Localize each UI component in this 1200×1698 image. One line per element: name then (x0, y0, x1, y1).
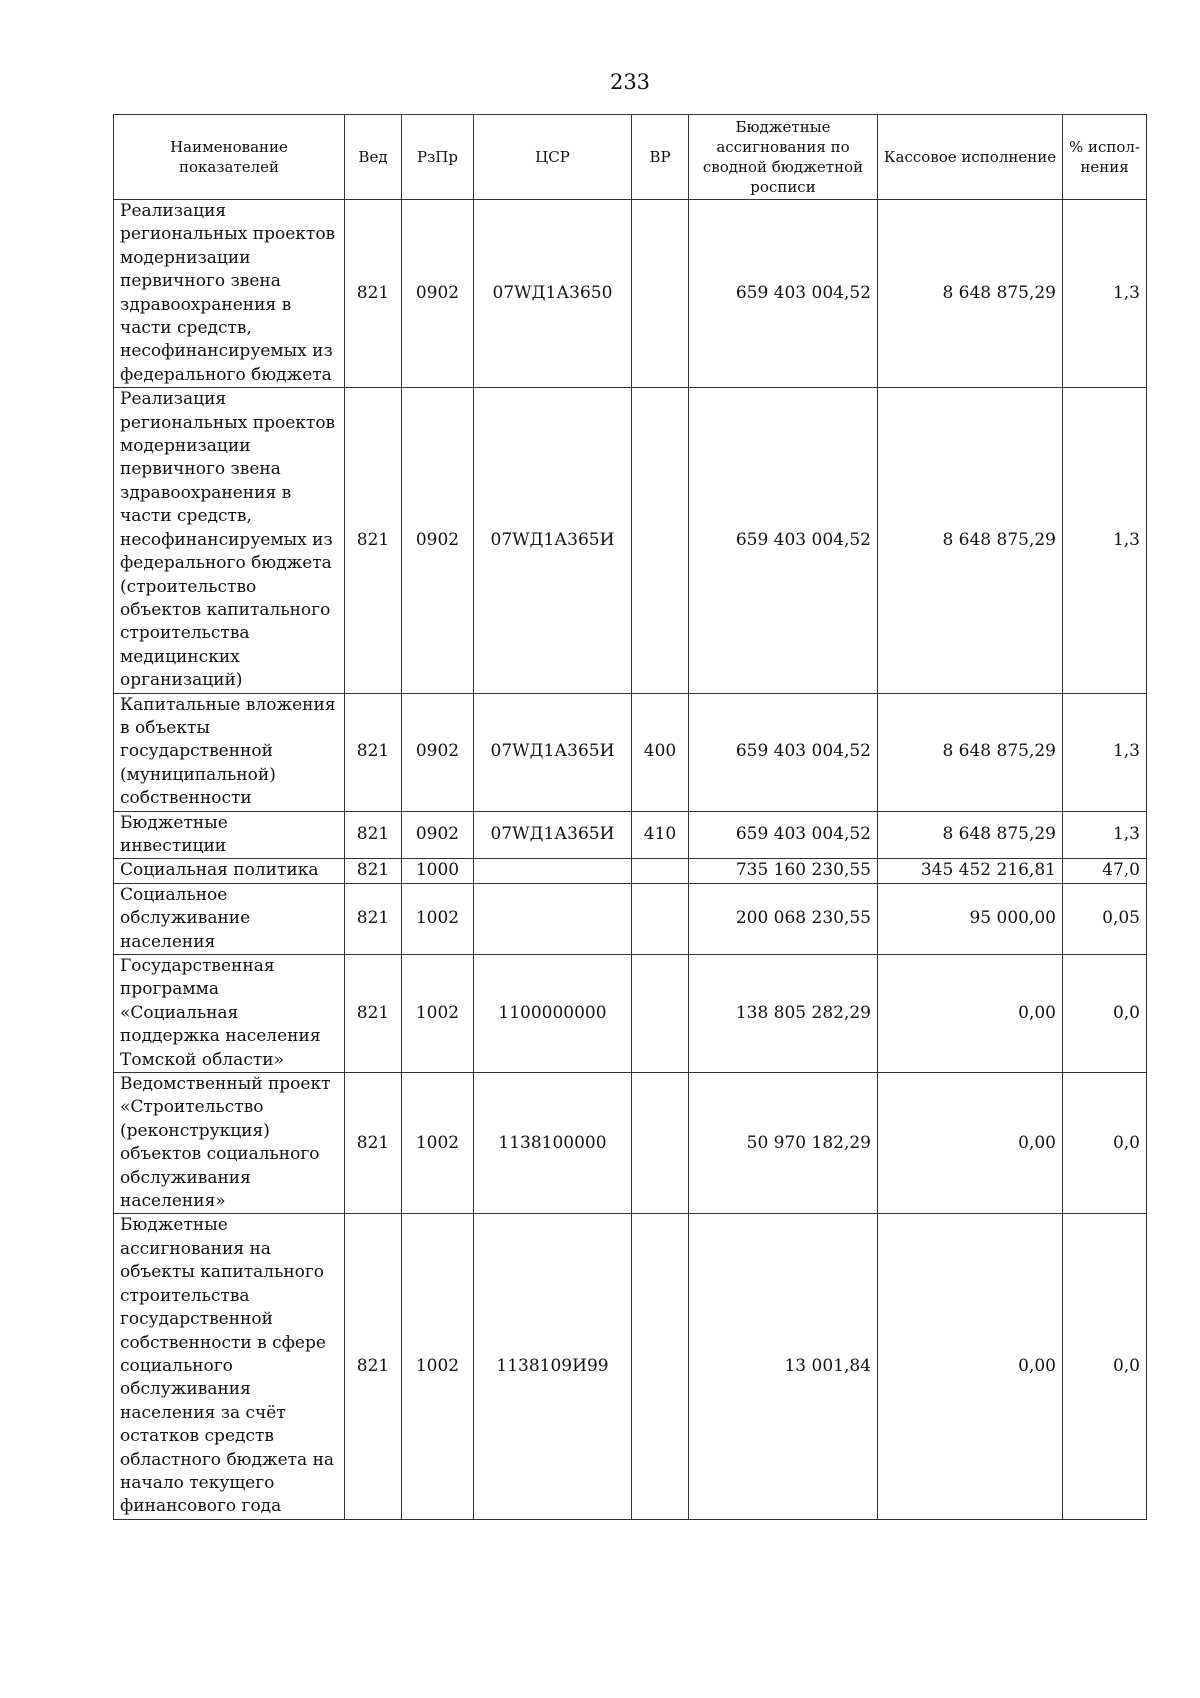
cell-rzpr: 1002 (402, 955, 474, 1073)
cell-name: Ведомственный проект «Строительство (реконструкция) объектов социального обслуживания населения» (114, 1073, 345, 1214)
table-row (114, 811, 1147, 859)
cell-vr (632, 859, 689, 883)
cell-name: Реализация региональных проектов модернизации первичного звена здравоохранения в части средств, несофинансируемых из федерального бюджета (строительство объектов капитального строительства медицинских организаций) (114, 388, 345, 693)
cell-vr (632, 388, 689, 693)
cell-budget: 200 068 230,55 (689, 883, 878, 954)
cell-percent: 1,3 (1063, 693, 1147, 811)
cell-budget: 659 403 004,52 (689, 811, 878, 859)
cell-rzpr: 1000 (402, 859, 474, 883)
header-name: Наименование показателей (114, 115, 345, 200)
cell-cash: 0,00 (878, 1214, 1063, 1519)
cell-percent: 47,0 (1063, 859, 1147, 883)
cell-name: Бюджетные ассигнования на объекты капитального строительства государственной собственности в сфере социального обслуживания населения за счёт остатков средств областного бюджета на начало текущего финансового года (114, 1214, 345, 1519)
header-rzpr: РзПр (402, 115, 474, 200)
cell-cash: 95 000,00 (878, 883, 1063, 954)
cell-percent: 1,3 (1063, 200, 1147, 388)
cell-cash: 8 648 875,29 (878, 811, 1063, 859)
table-row (114, 693, 1147, 811)
header-percent: % испол-нения (1063, 115, 1147, 200)
cell-name: Социальная политика (114, 859, 345, 883)
cell-ved: 821 (345, 811, 402, 859)
cell-ved: 821 (345, 693, 402, 811)
cell-budget: 50 970 182,29 (689, 1073, 878, 1214)
cell-csr: 07WД1А3650 (474, 200, 632, 388)
cell-ved: 821 (345, 955, 402, 1073)
table-row (114, 388, 1147, 693)
cell-name: Социальное обслуживание населения (114, 883, 345, 954)
table-header-row (114, 115, 1147, 200)
header-csr: ЦСР (474, 115, 632, 200)
cell-percent: 1,3 (1063, 388, 1147, 693)
budget-execution-table (113, 114, 1147, 1520)
cell-csr: 07WД1А365И (474, 388, 632, 693)
cell-csr: 1138100000 (474, 1073, 632, 1214)
header-vr: ВР (632, 115, 689, 200)
header-cash: Кассовое исполнение (878, 115, 1063, 200)
header-ved: Вед (345, 115, 402, 200)
cell-budget: 659 403 004,52 (689, 693, 878, 811)
cell-csr (474, 883, 632, 954)
cell-vr (632, 1214, 689, 1519)
cell-ved: 821 (345, 388, 402, 693)
header-budget: Бюджетные ассигнования по сводной бюджетной росписи (689, 115, 878, 200)
cell-ved: 821 (345, 200, 402, 388)
cell-cash: 8 648 875,29 (878, 200, 1063, 388)
cell-percent: 0,0 (1063, 1073, 1147, 1214)
cell-vr (632, 1073, 689, 1214)
cell-vr: 410 (632, 811, 689, 859)
cell-csr: 07WД1А365И (474, 693, 632, 811)
cell-cash: 0,00 (878, 955, 1063, 1073)
cell-percent: 0,0 (1063, 955, 1147, 1073)
table-row (114, 1214, 1147, 1519)
cell-budget: 735 160 230,55 (689, 859, 878, 883)
cell-percent: 0,05 (1063, 883, 1147, 954)
cell-ved: 821 (345, 859, 402, 883)
cell-rzpr: 0902 (402, 693, 474, 811)
cell-vr (632, 200, 689, 388)
cell-vr (632, 883, 689, 954)
cell-cash: 345 452 216,81 (878, 859, 1063, 883)
cell-rzpr: 1002 (402, 1073, 474, 1214)
cell-cash: 0,00 (878, 1073, 1063, 1214)
table-row (114, 859, 1147, 883)
cell-ved: 821 (345, 1214, 402, 1519)
page-number: 233 (609, 70, 651, 94)
cell-csr (474, 859, 632, 883)
cell-name: Бюджетные инвестиции (114, 811, 345, 859)
cell-ved: 821 (345, 883, 402, 954)
table-row (114, 955, 1147, 1073)
cell-vr (632, 955, 689, 1073)
cell-csr: 1100000000 (474, 955, 632, 1073)
cell-name: Государственная программа «Социальная поддержка населения Томской области» (114, 955, 345, 1073)
cell-budget: 659 403 004,52 (689, 388, 878, 693)
cell-cash: 8 648 875,29 (878, 693, 1063, 811)
cell-percent: 1,3 (1063, 811, 1147, 859)
cell-rzpr: 0902 (402, 811, 474, 859)
cell-csr: 1138109И99 (474, 1214, 632, 1519)
cell-rzpr: 1002 (402, 883, 474, 954)
cell-rzpr: 0902 (402, 388, 474, 693)
cell-rzpr: 0902 (402, 200, 474, 388)
cell-cash: 8 648 875,29 (878, 388, 1063, 693)
table-row (114, 1073, 1147, 1214)
cell-ved: 821 (345, 1073, 402, 1214)
cell-name: Реализация региональных проектов модернизации первичного звена здравоохранения в части средств, несофинансируемых из федерального бюджета (114, 200, 345, 388)
cell-csr: 07WД1А365И (474, 811, 632, 859)
table-row (114, 883, 1147, 954)
cell-rzpr: 1002 (402, 1214, 474, 1519)
cell-budget: 659 403 004,52 (689, 200, 878, 388)
cell-vr: 400 (632, 693, 689, 811)
cell-budget: 13 001,84 (689, 1214, 878, 1519)
cell-budget: 138 805 282,29 (689, 955, 878, 1073)
cell-name: Капитальные вложения в объекты государственной (муниципальной) собственности (114, 693, 345, 811)
cell-percent: 0,0 (1063, 1214, 1147, 1519)
table-row (114, 200, 1147, 388)
